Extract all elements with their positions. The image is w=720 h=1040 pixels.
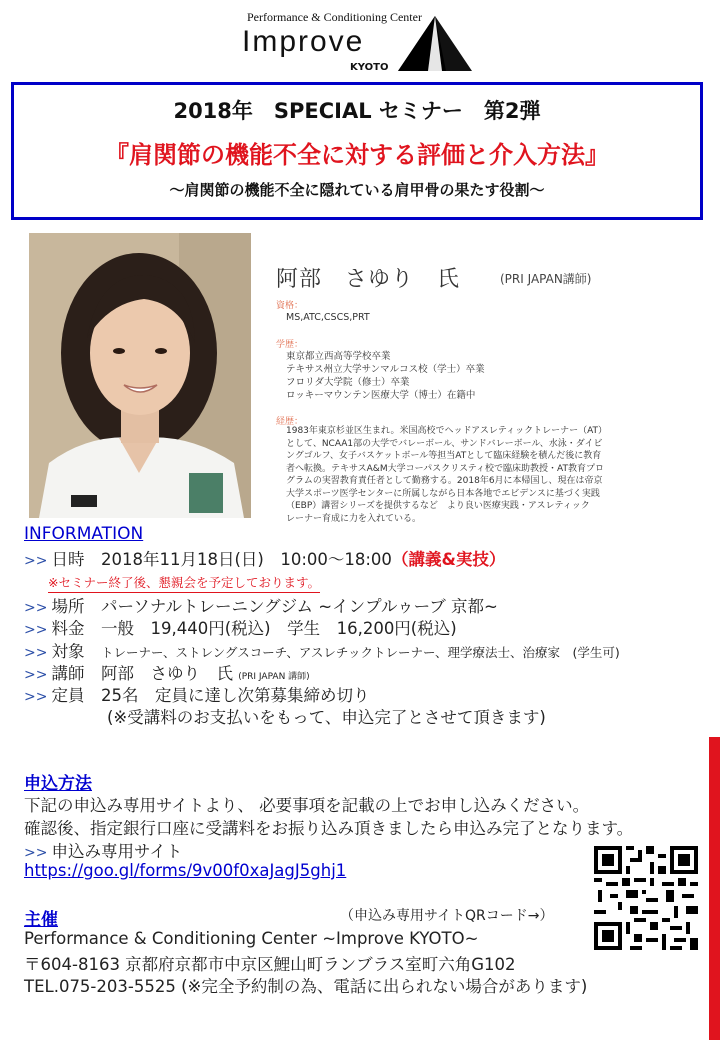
speaker-photo: [29, 233, 251, 518]
apply-instructions-2: 確認後、指定銀行口座に受講料をお振り込み頂きましたら申込み完了となります。: [24, 819, 634, 838]
side-accent-bar: [709, 737, 720, 1040]
qualifications-text: MS,ATC,CSCS,PRT: [286, 312, 370, 323]
logo: [200, 8, 480, 78]
host-organization: Performance & Conditioning Center ~Improve KYOTO~: [24, 929, 479, 948]
seminar-series-title: 2018年 SPECIAL セミナー 第2弾: [173, 99, 541, 123]
host-heading: 主催: [24, 910, 58, 930]
arrow-icon: >>: [24, 689, 48, 705]
education-item: テキサス州立大学サンマルコス校（学士）卒業: [286, 364, 485, 375]
apply-heading: 申込方法: [24, 774, 92, 794]
application-form-link[interactable]: https://goo.gl/forms/9v00f0xaJagJ5ghj1: [24, 861, 347, 880]
apply-instructions-1: 下記の申込み専用サイトより、 必要事項を記載の上でお申し込みください。: [24, 796, 590, 815]
lecturer-row: >> 講師 阿部 さゆり 氏 (PRI JAPAN 講師): [24, 664, 310, 683]
apply-site-label: >> 申込み専用サイト: [24, 842, 183, 861]
host-phone: TEL.075-203-5525 (※完全予約制の為、電話に出られない場合があります): [24, 977, 588, 996]
qr-code-icon[interactable]: [594, 846, 698, 950]
education-item: フロリダ大学院（修士）卒業: [286, 377, 410, 388]
seminar-subtitle: 〜肩関節の機能不全に隠れている肩甲骨の果たす役割〜: [169, 181, 545, 199]
information-heading: INFORMATION: [24, 524, 144, 544]
date-row: >> 日時 2018年11月18日(日) 10:00〜18:00（講義&実技）: [24, 550, 506, 569]
qualification-label: 資格：: [276, 301, 304, 311]
logo-subtitle: Performance & Conditioning Center: [247, 10, 422, 24]
seminar-main-title: 『肩関節の機能不全に対する評価と介入方法』: [105, 141, 609, 169]
logo-name: Improve: [242, 25, 365, 58]
career-label: 経歴：: [276, 417, 304, 427]
arrow-icon: >>: [24, 667, 48, 683]
qr-code-label: （申込み専用サイトQRコード→）: [340, 908, 554, 924]
seminar-header-box: [11, 82, 703, 220]
host-address: 〒604-8163 京都府京都市中京区鯉山町ランブラス室町六角G102: [24, 955, 516, 974]
logo-city: KYOTO: [350, 62, 389, 73]
arrow-icon: >>: [24, 600, 48, 616]
arrow-icon: >>: [24, 845, 48, 861]
arrow-icon: >>: [24, 645, 48, 661]
career-text: 1983年東京杉並区生まれ。米国高校でヘッドアスレティックトレーナー（AT） として、NCAA1部の大学でバレーボール、サンドバレーボール、水泳・ダイビ ングゴルフ、女子バスケットボール等担当ATとして臨床経験を積んだ後に教育 者へ転換。テキサスA&M大学コーパスクリスティ校で臨床助教授・AT教育プロ グラムの実習教育責任者として勤務する。2018年6月に本帰国し、現在は帝京 大学スポーツ医学センターに所属しながら日本各地でエビデンスに基づく実践 （EBP）講習シリーズを提供するなど より良い医療実践・アスレティック レーナー育成に力を入れている。: [286, 426, 608, 524]
education-label: 学歴：: [276, 340, 304, 350]
target-row: >> 対象 トレーナー、ストレングスコーチ、アスレチックトレーナー、理学療法士、治療家 (学生可): [24, 642, 620, 661]
arrow-icon: >>: [24, 553, 48, 569]
pyramid-logo-icon: [398, 16, 472, 74]
payment-note: (※受講料のお支払いをもって、申込完了とさせて頂きます): [107, 708, 546, 727]
party-notice: ※セミナー終了後、懇親会を予定しております。: [48, 573, 320, 593]
fee-row: >> 料金 一般 19,440円(税込) 学生 16,200円(税込): [24, 619, 457, 638]
arrow-icon: >>: [24, 622, 48, 638]
speaker-name: 阿部 さゆり 氏: [276, 267, 461, 292]
date-highlight: （講義&実技）: [391, 550, 506, 569]
education-item: 東京都立西高等学校卒業: [286, 351, 391, 362]
place-row: >> 場所 パーソナルトレーニングジム ~インプルゥーブ 京都~: [24, 597, 498, 616]
speaker-role: (PRI JAPAN講師): [500, 272, 592, 286]
education-list: [286, 350, 485, 402]
capacity-row: >> 定員 25名 定員に達し次第募集締め切り: [24, 686, 370, 705]
education-item: ロッキーマウンテン医療大学（博士）在籍中: [286, 390, 476, 401]
